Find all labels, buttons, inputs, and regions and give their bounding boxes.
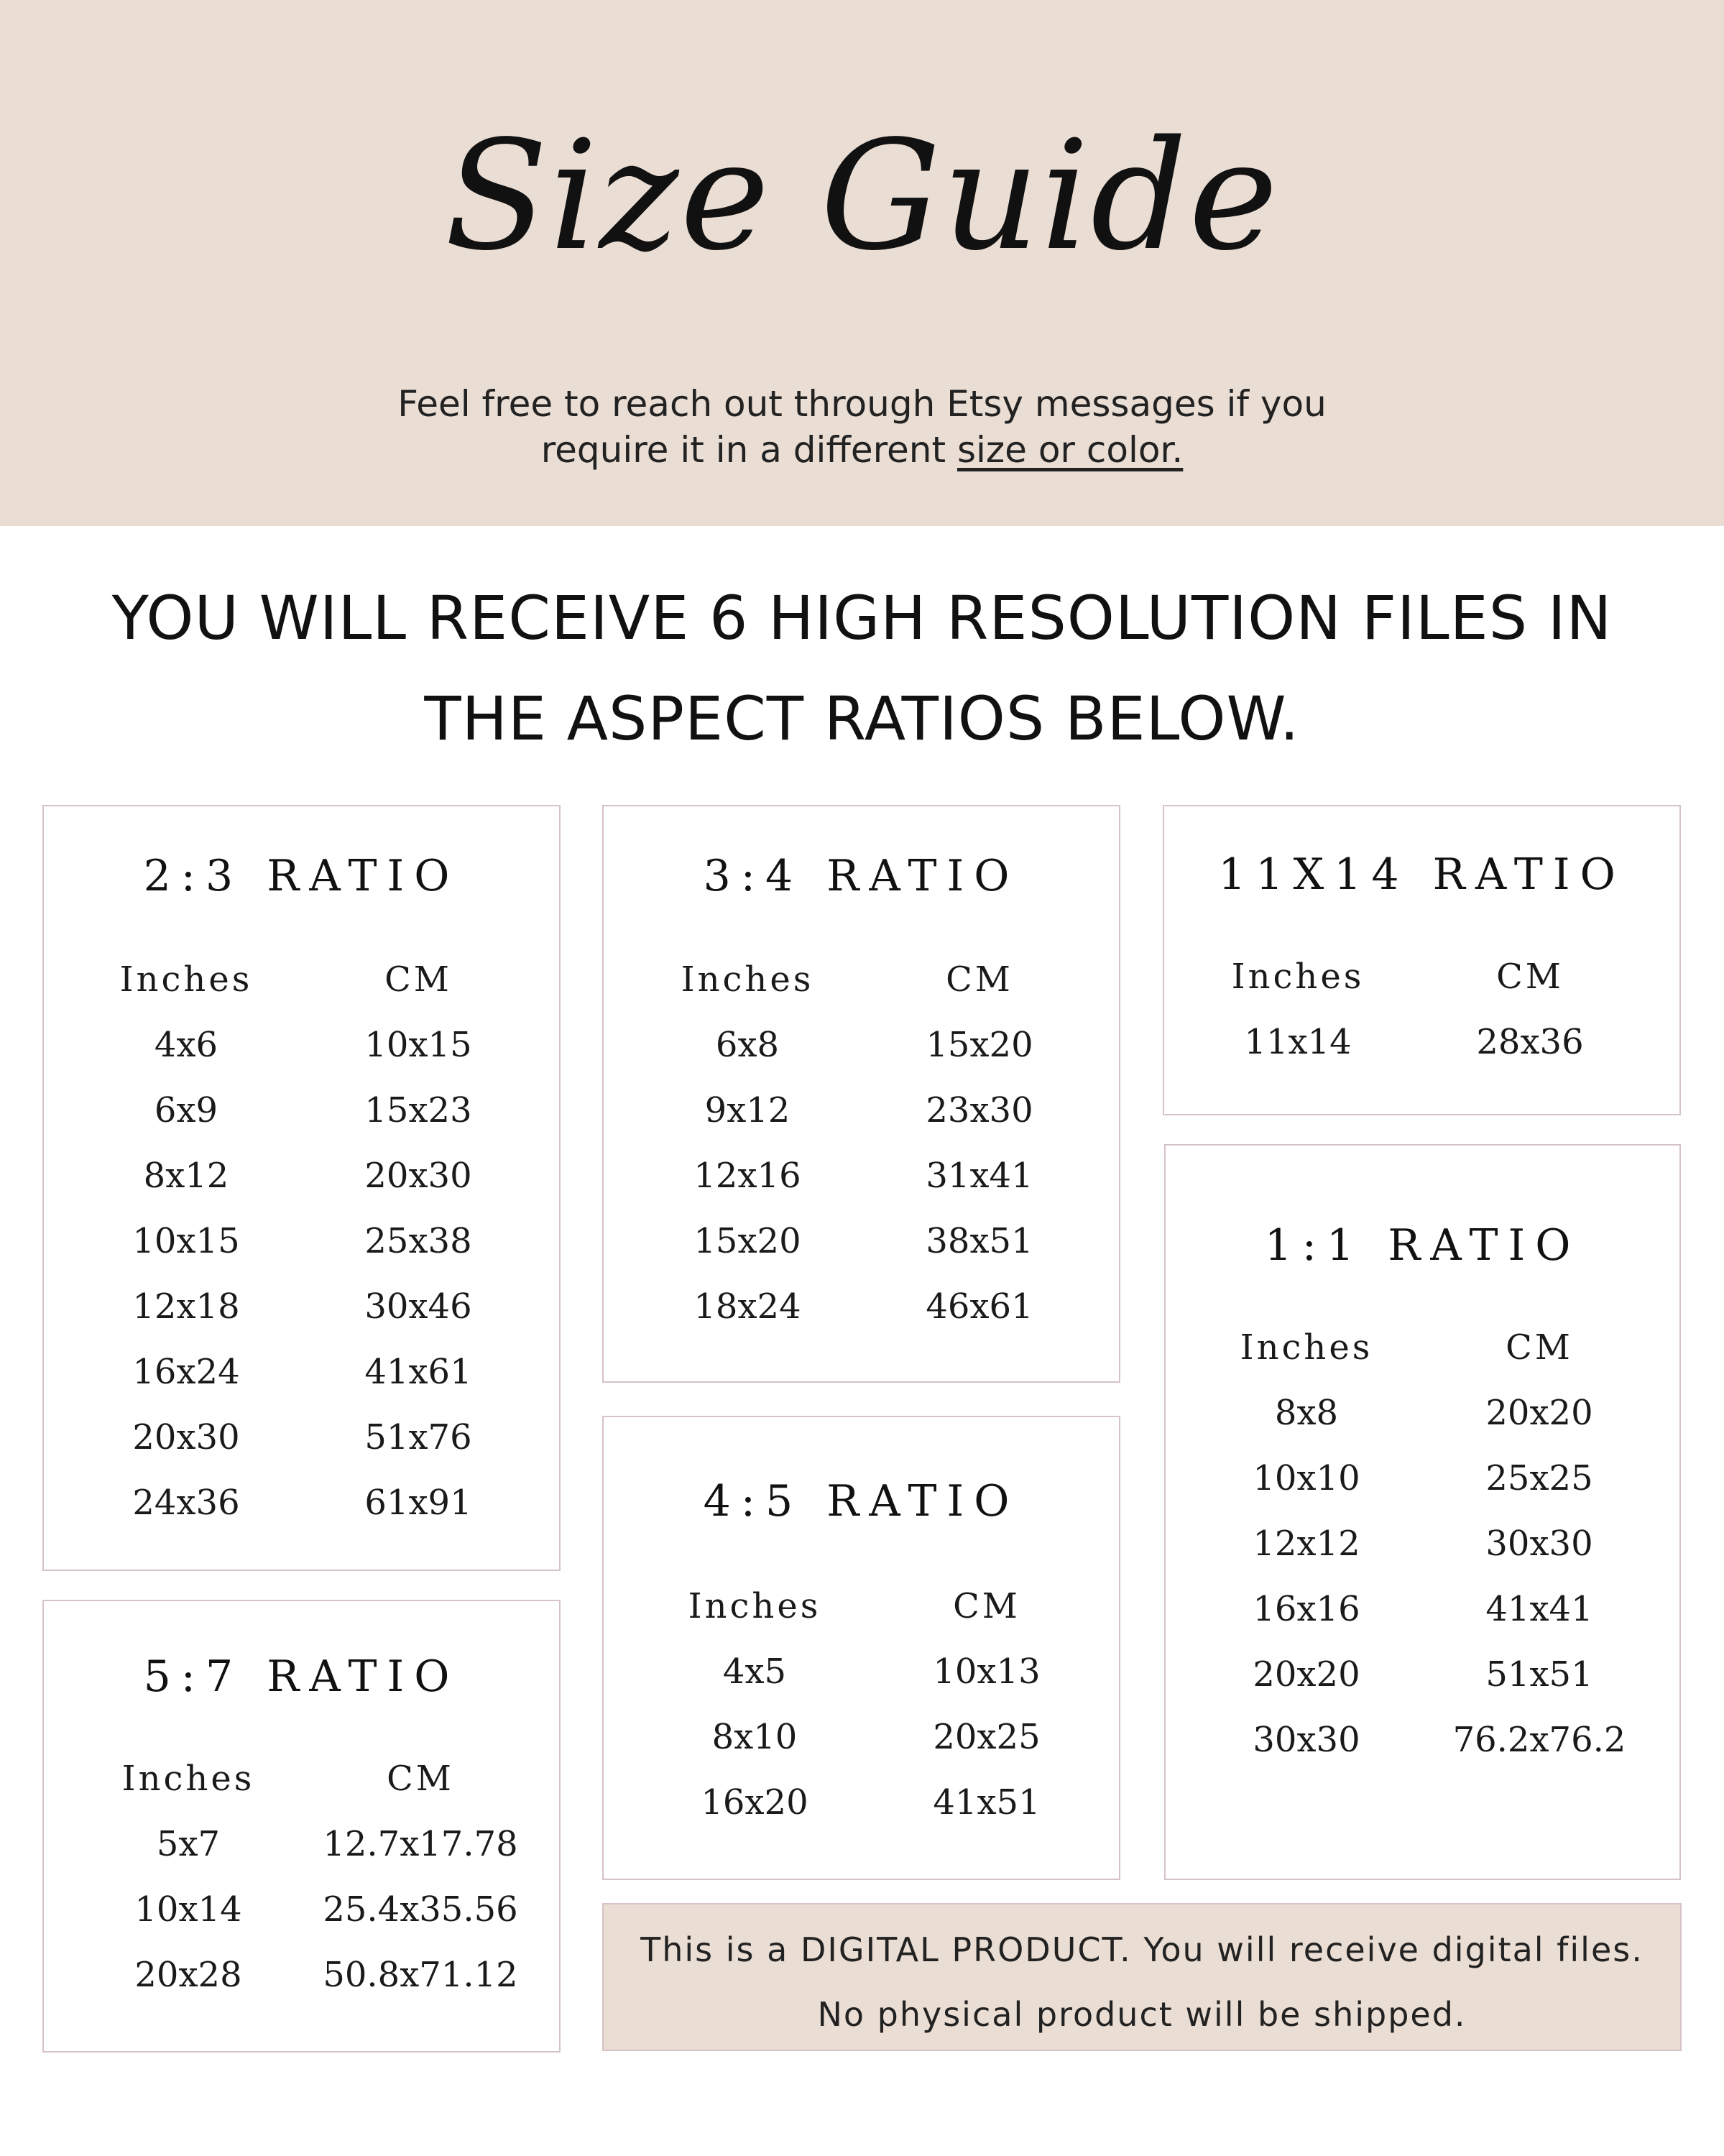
size-cell: 8x8 <box>1274 1393 1339 1433</box>
size-cell: 6x8 <box>715 1025 780 1065</box>
size-cell: 15x20 <box>926 1025 1033 1065</box>
size-cell: 51x51 <box>1485 1654 1593 1695</box>
digital-product-notice <box>602 1903 1682 2051</box>
size-cell: 12.7x17.78 <box>323 1824 518 1864</box>
subtitle-line-2 <box>0 427 1724 473</box>
inches-header: Inches <box>1231 957 1365 997</box>
headline-line-1: YOU WILL RECEIVE 6 HIGH RESOLUTION FILES IN <box>111 583 1613 653</box>
size-cell: 25x38 <box>364 1221 472 1261</box>
size-cell: 18x24 <box>693 1286 801 1327</box>
size-cell: 8x10 <box>711 1717 798 1757</box>
size-or-color-link[interactable]: size or color. <box>957 429 1184 471</box>
size-cell: 10x15 <box>132 1221 240 1261</box>
ratio-2-3-cm-column <box>332 947 504 1536</box>
size-cell: 16x20 <box>701 1782 808 1823</box>
size-cell: 16x16 <box>1253 1589 1360 1629</box>
ratio-11x14-inches-column <box>1226 944 1370 1075</box>
size-cell: 20x30 <box>364 1156 472 1196</box>
cm-header: CM <box>946 959 1013 1000</box>
notice-line-2: No physical product will be shipped. <box>817 1995 1467 2034</box>
size-cell: 15x20 <box>693 1221 801 1261</box>
size-cell: 41x51 <box>933 1782 1041 1823</box>
header-subtitle <box>0 381 1724 473</box>
ratio-3-4-cm-column <box>893 947 1066 1340</box>
ratio-2-3-inches-column <box>114 947 258 1536</box>
size-cell: 4x5 <box>722 1651 787 1692</box>
cm-header: CM <box>1496 957 1564 997</box>
size-cell: 31x41 <box>926 1156 1033 1196</box>
notice-line-1: This is a DIGITAL PRODUCT. You will receive digital files. <box>640 1930 1644 1969</box>
size-cell: 12x16 <box>693 1156 801 1196</box>
size-cell: 10x13 <box>933 1651 1041 1692</box>
size-cell: 20x20 <box>1253 1654 1360 1695</box>
size-cell: 11x14 <box>1244 1022 1352 1062</box>
size-cell: 10x10 <box>1253 1458 1360 1498</box>
inches-header: Inches <box>1240 1327 1373 1368</box>
headline-line-2: THE ASPECT RATIOS BELOW. <box>424 683 1300 754</box>
size-cell: 8x12 <box>143 1156 229 1196</box>
size-cell: 30x30 <box>1485 1524 1593 1564</box>
ratio-1-1-inches-column <box>1235 1315 1378 1773</box>
ratio-5-7-cm-column <box>309 1746 532 2008</box>
size-cell: 28x36 <box>1476 1022 1584 1062</box>
size-cell: 20x25 <box>933 1717 1041 1757</box>
headline <box>0 568 1724 769</box>
size-cell: 20x28 <box>134 1955 242 1995</box>
card-title: 5:7 RATIO <box>143 1651 460 1702</box>
size-cell: 24x36 <box>132 1483 240 1523</box>
size-cell: 41x41 <box>1485 1589 1593 1629</box>
cm-header: CM <box>387 1759 454 1799</box>
inches-header: Inches <box>119 959 253 1000</box>
size-cell: 9x12 <box>704 1090 790 1130</box>
cm-header: CM <box>384 959 452 1000</box>
cm-header: CM <box>1506 1327 1573 1368</box>
ratio-5-7-inches-column <box>116 1746 260 2008</box>
ratio-4-5-inches-column <box>683 1574 826 1835</box>
inches-header: Inches <box>681 959 814 1000</box>
size-cell: 46x61 <box>926 1286 1033 1327</box>
size-cell: 50.8x71.12 <box>323 1955 518 1995</box>
size-cell: 10x14 <box>134 1889 242 1930</box>
size-cell: 25x25 <box>1485 1458 1593 1498</box>
size-cell: 15x23 <box>364 1090 472 1130</box>
ratio-1-1-cm-column <box>1432 1315 1647 1773</box>
card-title: 4:5 RATIO <box>703 1476 1020 1526</box>
ratio-4-5-cm-column <box>900 1574 1073 1835</box>
card-title: 1:1 RATIO <box>1264 1220 1581 1271</box>
subtitle-line-2-text: require it in a different <box>540 429 957 471</box>
size-cell: 10x15 <box>364 1025 472 1065</box>
size-cell: 4x6 <box>154 1025 218 1065</box>
cm-header: CM <box>953 1586 1020 1626</box>
card-title: 3:4 RATIO <box>703 851 1020 901</box>
size-cell: 12x18 <box>132 1286 240 1327</box>
size-cell: 30x46 <box>364 1286 472 1327</box>
size-cell: 25.4x35.56 <box>323 1889 518 1930</box>
card-title: 11X14 RATIO <box>1218 849 1626 900</box>
header-band <box>0 0 1724 526</box>
size-cell: 38x51 <box>926 1221 1033 1261</box>
size-cell: 51x76 <box>364 1417 472 1457</box>
size-cell: 16x24 <box>132 1352 240 1392</box>
size-cell: 61x91 <box>364 1483 472 1523</box>
ratio-3-4-inches-column <box>676 947 819 1340</box>
inches-header: Inches <box>121 1759 255 1799</box>
page-title: Size Guide <box>444 108 1280 284</box>
size-cell: 20x20 <box>1485 1393 1593 1433</box>
subtitle-line-1: Feel free to reach out through Etsy messages if you <box>397 383 1327 425</box>
size-cell: 30x30 <box>1253 1720 1360 1760</box>
size-cell: 12x12 <box>1253 1524 1360 1564</box>
card-title: 2:3 RATIO <box>143 851 460 901</box>
inches-header: Inches <box>688 1586 821 1626</box>
size-cell: 20x30 <box>132 1417 240 1457</box>
size-cell: 41x61 <box>364 1352 472 1392</box>
size-cell: 6x9 <box>154 1090 218 1130</box>
size-cell: 76.2x76.2 <box>1452 1720 1626 1760</box>
ratio-11x14-cm-column <box>1444 944 1616 1075</box>
size-cell: 23x30 <box>926 1090 1033 1130</box>
size-cell: 5x7 <box>156 1824 221 1864</box>
